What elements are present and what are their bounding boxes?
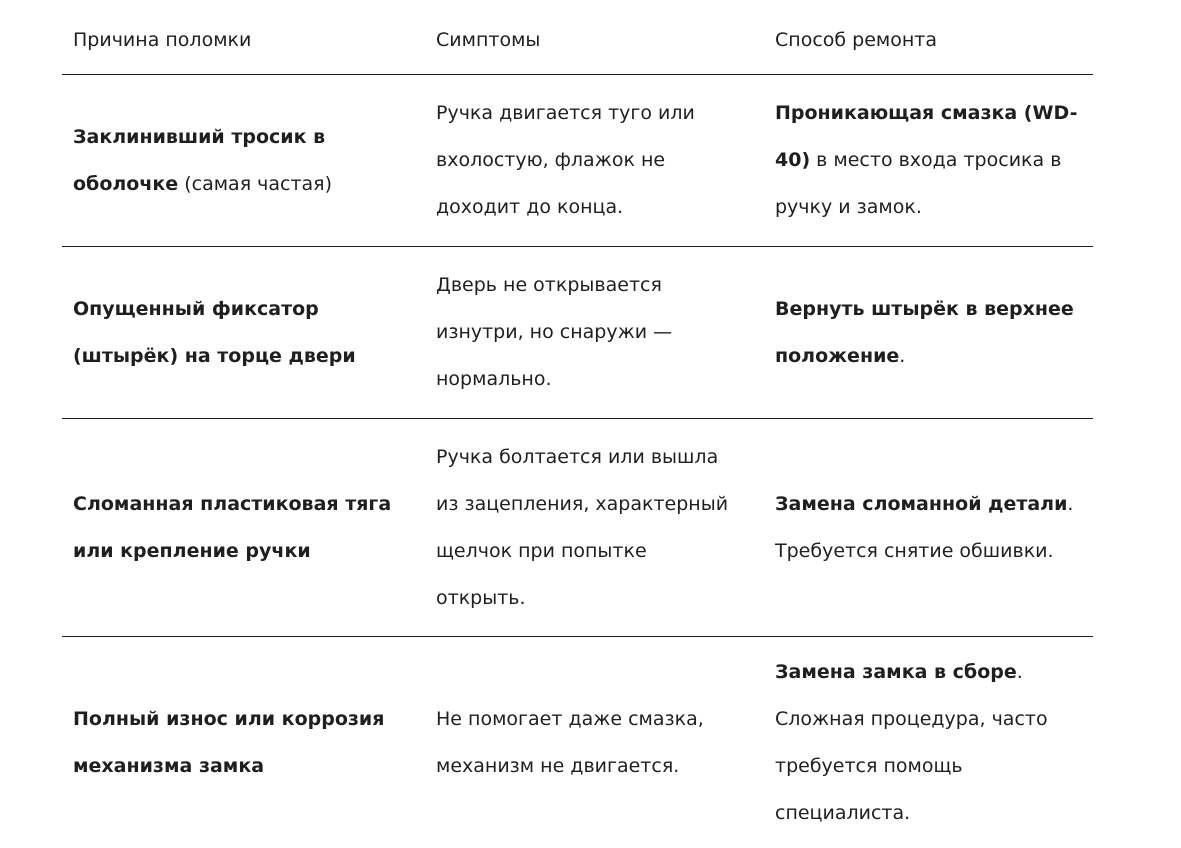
cause-rest: (самая частая) [178, 172, 333, 195]
cause-bold: Полный износ или коррозия механизма замка [73, 707, 385, 777]
header-repair: Способ ремонта [775, 29, 937, 51]
repair-rest: . Сложная процедура, часто требуется помощь специалиста. [775, 660, 1048, 824]
cause-bold: Заклинивший тросик в оболочке [73, 125, 326, 195]
table-row [62, 75, 1093, 247]
repair-bold: Замена замка в сборе [775, 660, 1017, 683]
symptoms-text: Не помогает даже смазка, механизм не двигается. [436, 707, 704, 777]
table-header-row [62, 0, 1093, 75]
symptoms-text: Дверь не открывается изнутри, но снаружи — нормально. [436, 274, 673, 390]
repair-rest: в место входа тросика в ручку и замок. [775, 149, 1062, 218]
cause-cell [73, 247, 403, 418]
repair-rest: . [899, 344, 906, 367]
repair-rest: . Требуется снятие обшивки. [775, 492, 1074, 562]
table-row [62, 637, 1093, 848]
table-row [62, 419, 1093, 637]
repair-cell [775, 247, 1080, 418]
repair-bold: Замена сломанной детали [775, 492, 1068, 515]
symptoms-cell [436, 247, 736, 418]
symptoms-text: Ручка болтается или вышла из зацепления, характерный щелчок при попытке открыть. [436, 445, 729, 609]
cause-bold: Опущенный фиксатор (штырёк) на торце двери [73, 297, 356, 367]
repair-cell [775, 75, 1080, 246]
cause-cell [73, 75, 403, 246]
repair-cell [775, 419, 1080, 636]
symptoms-cell [436, 637, 736, 848]
header-cause: Причина поломки [73, 29, 252, 51]
symptoms-cell [436, 75, 736, 246]
cause-cell [73, 419, 403, 636]
repair-table [62, 0, 1093, 848]
repair-bold: Вернуть штырёк в верхнее положение [775, 297, 1074, 367]
table-row [62, 247, 1093, 419]
symptoms-cell [436, 419, 736, 636]
header-symptoms: Симптомы [436, 29, 541, 51]
repair-bold: Проникающая смазка (WD-40) [775, 102, 1078, 171]
cause-bold: Сломанная пластиковая тяга или крепление ручки [73, 492, 392, 562]
symptoms-text: Ручка двигается туго или вхолостую, флажок не доходит до конца. [436, 102, 695, 218]
repair-cell [775, 637, 1080, 848]
cause-cell [73, 637, 403, 848]
